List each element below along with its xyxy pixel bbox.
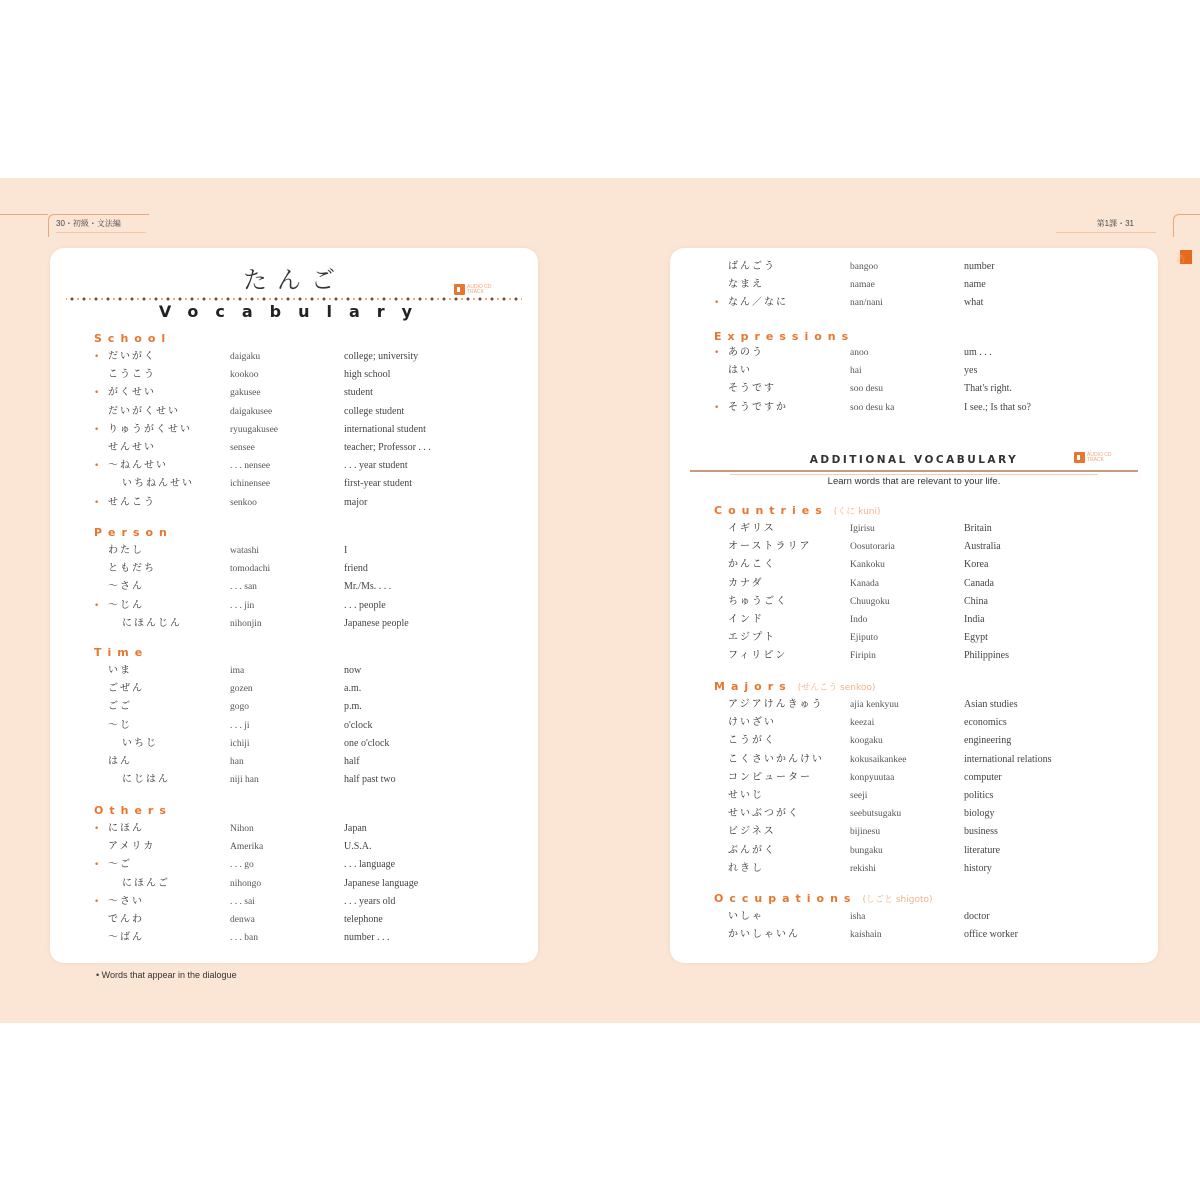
list-item: • 〜じん . . . jin . . . people: [94, 599, 386, 611]
list-item: ごぜん gozen a.m.: [108, 683, 362, 695]
dotted-divider: [66, 297, 522, 301]
list-item: せいじ seeji politics: [728, 789, 994, 801]
list-item: • せんこう senkoo major: [94, 496, 368, 508]
list-item: 〜さん . . . san Mr./Ms. . . .: [108, 581, 392, 593]
list-item: なまえ namae name: [728, 279, 986, 291]
list-item: ぶんがく bungaku literature: [728, 844, 1001, 856]
additional-vocabulary-title: ADDITIONAL VOCABULARY: [809, 454, 1019, 466]
person-list: [94, 542, 524, 633]
list-item: アメリカ Amerika U.S.A.: [108, 841, 372, 853]
list-item: 〜ばん . . . ban number . . .: [108, 932, 390, 944]
others-list: [94, 820, 524, 947]
list-item: こうこう kookoo high school: [108, 369, 391, 381]
section-title-person: Person: [94, 526, 173, 539]
header-underline-left: [56, 232, 146, 233]
list-item: そうです soo desu That's right.: [728, 383, 1012, 395]
expressions-list: [714, 344, 1144, 417]
list-item: ビジネス bijinesu business: [728, 826, 998, 838]
list-item: かいしゃいん kaishain office worker: [728, 929, 1018, 941]
page-header-left: 30・初級・文法編: [56, 219, 121, 228]
list-item: インド Indo India: [728, 613, 985, 625]
list-item: はん han half: [108, 755, 360, 767]
list-item: ともだち tomodachi friend: [108, 563, 368, 575]
list-item: • そうですか soo desu ka I see.; Is that so?: [714, 401, 1031, 413]
list-item: いしゃ isha doctor: [728, 911, 990, 922]
book-spread: [0, 178, 1200, 1023]
section-title-time: Time: [94, 646, 149, 659]
list-item: いちねんせい ichinensee first-year student: [122, 478, 413, 490]
additional-rule: [690, 470, 1138, 472]
list-item: かんこく Kankoku Korea: [728, 559, 989, 571]
list-item: エジプト Ejiputo Egypt: [728, 632, 988, 644]
speaker-icon: [1074, 452, 1085, 463]
list-item: ちゅうごく Chuugoku China: [728, 595, 988, 607]
school-list: [94, 348, 524, 512]
list-item: アジアけんきゅう ajia kenkyuu Asian studies: [728, 699, 1018, 710]
speaker-icon: [454, 284, 465, 295]
section-title-majors: Majors (せんこう senkoo): [714, 680, 876, 693]
additional-subtitle: Learn words that are relevant to your life.: [827, 476, 1001, 487]
list-item: • あのう anoo um . . .: [714, 347, 992, 358]
list-item: いま ima now: [108, 665, 362, 676]
list-item: こうがく koogaku engineering: [728, 735, 1012, 747]
list-item: ごご gogo p.m.: [108, 701, 362, 713]
list-item: フィリピン Firipin Philippines: [728, 650, 1010, 662]
section-title-occupations: Occupations (しごと shigoto): [714, 892, 933, 905]
list-item: でんわ denwa telephone: [108, 913, 383, 925]
list-item: にほんじん nihonjin Japanese people: [122, 617, 409, 629]
list-item: • がくせい gakusee student: [94, 387, 373, 399]
list-item: わたし watashi I: [108, 545, 348, 556]
section-title-countries: Countries (くに kuni): [714, 504, 881, 517]
vocabulary-card-continued: [670, 248, 1158, 963]
vocabulary-card: [50, 248, 538, 963]
countries-list: [714, 520, 1144, 666]
list-item: • 〜ご . . . go . . . language: [94, 859, 396, 871]
list-item: はい hai yes: [728, 365, 978, 377]
list-item: 〜じ . . . ji o'clock: [108, 719, 373, 731]
section-title-others: Others: [94, 804, 172, 817]
list-item: こくさいかんけい kokusaikankee international relations: [728, 753, 1052, 765]
list-item: • にほん Nihon Japan: [94, 823, 367, 834]
list-item: • 〜さい . . . sai . . . years old: [94, 895, 396, 907]
time-list: [94, 662, 524, 789]
list-item: いちじ ichiji one o'clock: [122, 737, 390, 749]
title-japanese: たんご: [243, 266, 345, 294]
list-item: • なん／なに nan/nani what: [714, 297, 984, 309]
page-header-right: 第1課・31: [1096, 219, 1134, 228]
header-underline-right: [1056, 232, 1156, 233]
list-item: • だいがく daigaku college; university: [94, 351, 419, 362]
header-rule-left: [0, 214, 48, 215]
section-title-school: School: [94, 332, 172, 345]
list-item: • 〜ねんせい . . . nensee . . . year student: [94, 460, 408, 472]
section-title-expressions: Expressions: [714, 330, 855, 343]
header-tab-right: [1173, 214, 1200, 237]
title-english: Vocabulary: [158, 302, 430, 321]
additional-rule-light: [730, 474, 1098, 475]
list-item: イギリス Igirisu Britain: [728, 523, 992, 534]
list-item: コンピューター konpyuutaa computer: [728, 771, 1002, 783]
list-item: けいざい keezai economics: [728, 717, 1007, 729]
audio-track-badge: AUDIO CD TRACK: [1074, 452, 1121, 463]
continued-list: [714, 258, 1144, 313]
list-item: ばんごう bangoo number: [728, 261, 995, 272]
figure-icon: ☃: [1175, 252, 1186, 266]
list-item: オーストラリア Oosutoraria Australia: [728, 541, 1001, 553]
list-item: だいがくせい daigakusee college student: [108, 405, 405, 417]
list-item: にほんご nihongo Japanese language: [122, 877, 419, 889]
list-item: にじはん niji han half past two: [122, 774, 396, 786]
occupations-list: [714, 908, 1144, 944]
audio-track-badge: AUDIO CD TRACK: [454, 284, 501, 295]
list-item: れきし rekishi history: [728, 862, 992, 874]
list-item: • りゅうがくせい ryuugakusee international student: [94, 423, 426, 435]
footnote: • Words that appear in the dialogue: [96, 970, 237, 980]
list-item: せいぶつがく seebutsugaku biology: [728, 808, 995, 820]
majors-list: [714, 696, 1144, 878]
list-item: カナダ Kanada Canada: [728, 577, 994, 589]
list-item: せんせい sensee teacher; Professor . . .: [108, 441, 431, 453]
